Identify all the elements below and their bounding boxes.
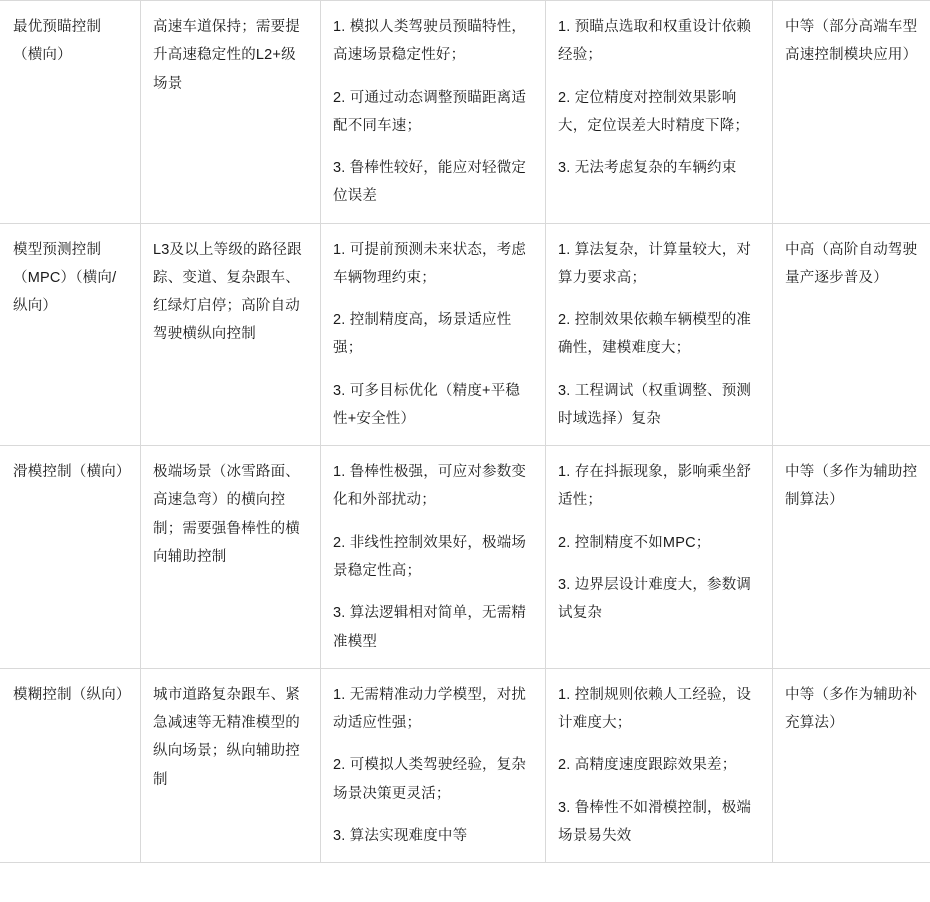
disadvantage-item: 1. 算法复杂，计算量较大，对算力要求高； <box>558 241 752 286</box>
cell-application-level: 中高（高阶自动驾驶量产逐步普及） <box>773 223 930 446</box>
disadvantage-item: 3. 工程调试（权重调整、预测时域选择）复杂 <box>558 382 752 427</box>
table-row <box>1 223 930 446</box>
cell-advantages <box>321 446 546 669</box>
cell-scenario: L3及以上等级的路径跟踪、变道、复杂跟车、红绿灯启停；高阶自动驾驶横纵向控制 <box>141 223 321 446</box>
advantage-item: 3. 算法实现难度中等 <box>333 827 468 844</box>
cell-scenario: 高速车道保持；需要提升高速稳定性的L2+级场景 <box>141 1 321 224</box>
table-body <box>1 1 930 863</box>
cell-advantages <box>321 223 546 446</box>
cell-algorithm-name: 滑模控制（横向） <box>1 446 141 669</box>
advantage-item: 1. 模拟人类驾驶员预瞄特性，高速场景稳定性好； <box>333 19 527 64</box>
table-row <box>1 668 930 862</box>
cell-algorithm-name: 模型预测控制（MPC）（横向/纵向） <box>1 223 141 446</box>
cell-disadvantages <box>546 223 773 446</box>
cell-disadvantages <box>546 668 773 862</box>
disadvantage-item: 3. 边界层设计难度大，参数调试复杂 <box>558 576 752 622</box>
cell-application-level: 中等（部分高端车型高速控制模块应用） <box>773 1 930 224</box>
advantage-item: 1. 无需精准动力学模型，对扰动适应性强； <box>333 686 527 732</box>
advantage-item: 3. 算法逻辑相对简单，无需精准模型 <box>333 605 527 650</box>
advantage-item: 1. 鲁棒性极强，可应对参数变化和外部扰动； <box>333 464 527 509</box>
advantage-item: 3. 鲁棒性较好，能应对轻微定位误差 <box>333 160 527 205</box>
table-row <box>1 1 930 224</box>
table-row <box>1 446 930 669</box>
cell-application-level: 中等（多作为辅助补充算法） <box>773 668 930 862</box>
cell-disadvantages <box>546 1 773 224</box>
disadvantage-item: 2. 控制精度不如MPC； <box>558 534 711 551</box>
disadvantage-item: 3. 鲁棒性不如滑模控制，极端场景易失效 <box>558 799 752 844</box>
disadvantage-item: 2. 控制效果依赖车辆模型的准确性，建模难度大； <box>558 312 752 357</box>
cell-algorithm-name: 模糊控制（纵向） <box>1 668 141 862</box>
disadvantage-item: 2. 定位精度对控制效果影响大，定位误差大时精度下降； <box>558 89 750 134</box>
disadvantage-item: 1. 存在抖振现象，影响乘坐舒适性； <box>558 464 752 509</box>
cell-advantages <box>321 668 546 862</box>
disadvantage-item: 3. 无法考虑复杂的车辆约束 <box>558 160 737 177</box>
cell-application-level: 中等（多作为辅助控制算法） <box>773 446 930 669</box>
advantage-item: 1. 可提前预测未来状态，考虑车辆物理约束； <box>333 241 527 286</box>
disadvantage-item: 2. 高精度速度跟踪效果差； <box>558 757 737 774</box>
cell-scenario: 城市道路复杂跟车、紧急减速等无精准模型的纵向场景；纵向辅助控制 <box>141 668 321 862</box>
cell-disadvantages <box>546 446 773 669</box>
advantage-item: 2. 可通过动态调整预瞄距离适配不同车速； <box>333 89 527 134</box>
advantage-item: 3. 可多目标优化（精度+平稳性+安全性） <box>333 382 521 427</box>
cell-algorithm-name: 最优预瞄控制（横向） <box>1 1 141 224</box>
advantage-item: 2. 可模拟人类驾驶经验，复杂场景决策更灵活； <box>333 757 527 802</box>
disadvantage-item: 1. 预瞄点选取和权重设计依赖经验； <box>558 19 752 64</box>
cell-advantages <box>321 1 546 224</box>
advantage-item: 2. 控制精度高，场景适应性强； <box>333 312 512 357</box>
disadvantage-item: 1. 控制规则依赖人工经验，设计难度大； <box>558 686 752 732</box>
cell-scenario: 极端场景（冰雪路面、高速急弯）的横向控制；需要强鲁棒性的横向辅助控制 <box>141 446 321 669</box>
advantage-item: 2. 非线性控制效果好，极端场景稳定性高； <box>333 534 527 579</box>
